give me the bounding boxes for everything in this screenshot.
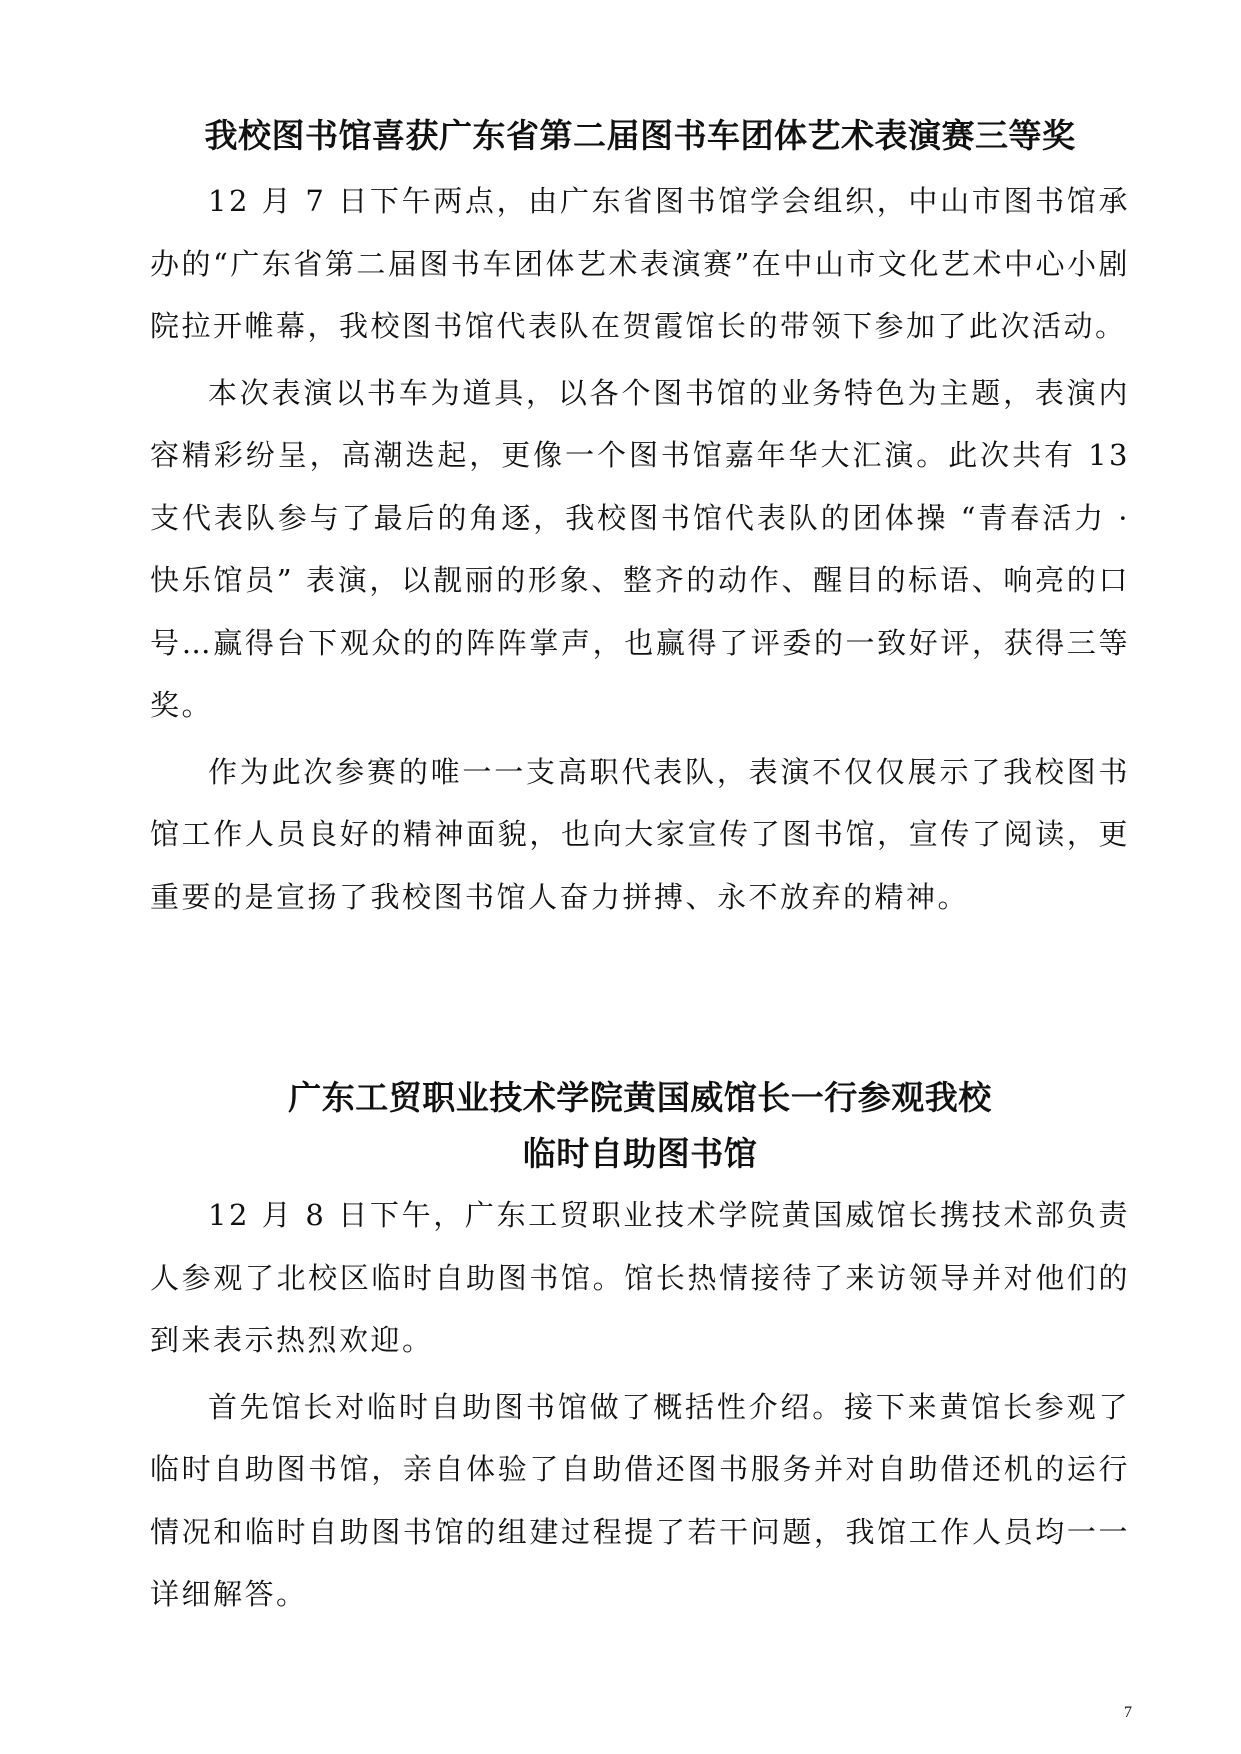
article-title-line: 广东工贸职业技术学院黄国威馆长一行参观我校	[288, 1078, 992, 1117]
article-paragraph: 12 月 8 日下午，广东工贸职业技术学院黄国威馆长携技术部负责人参观了北校区临时自助图书馆。馆长热情接待了来访领导并对他们的到来表示热烈欢迎。	[150, 1198, 1130, 1357]
article-paragraph: 首先馆长对临时自助图书馆做了概括性介绍。接下来黄馆长参观了临时自助图书馆，亲自体验了自助借还图书服务并对自助借还机的运行情况和临时自助图书馆的组建过程提了若干问题，我馆工作人员均一一详细解答。	[150, 1389, 1130, 1611]
article-paragraph: 作为此次参赛的唯一一支高职代表队，表演不仅仅展示了我校图书馆工作人员良好的精神面貌，也向大家宣传了图书馆，宣传了阅读，更重要的是宣扬了我校图书馆人奋力拼搏、永不放弃的精神。	[150, 754, 1130, 914]
news-article-performance-award	[150, 108, 1130, 928]
article-title-line: 临时自助图书馆	[522, 1134, 758, 1173]
news-article-library-visit	[150, 1070, 1130, 1626]
article-paragraph: 12 月 7 日下午两点，由广东省图书馆学会组织，中山市图书馆承办的“广东省第二届图书车团体艺术表演赛”在中山市文化艺术中心小剧院拉开帷幕，我校图书馆代表队在贺霞馆长的带领下参加了此次活动。	[150, 184, 1130, 343]
article-title-line: 我校图书馆喜获广东省第二届图书车团体艺术表演赛三等奖	[204, 116, 1076, 155]
article-title	[150, 1070, 1130, 1182]
page-number: 7	[1124, 1704, 1132, 1721]
article-title	[150, 108, 1130, 164]
article-paragraph: 本次表演以书车为道具，以各个图书馆的业务特色为主题，表演内容精彩纷呈，高潮迭起，更像一个图书馆嘉年华大汇演。此次共有 13 支代表队参与了最后的角逐，我校图书馆代表队的团体操 “青春活力 · 快乐馆员” 表演，以靓丽的形象、整齐的动作、醒目的标语、响亮的口号…赢得台下观众的的阵阵掌声，也赢得了评委的一致好评，获得三等奖。	[150, 375, 1130, 722]
